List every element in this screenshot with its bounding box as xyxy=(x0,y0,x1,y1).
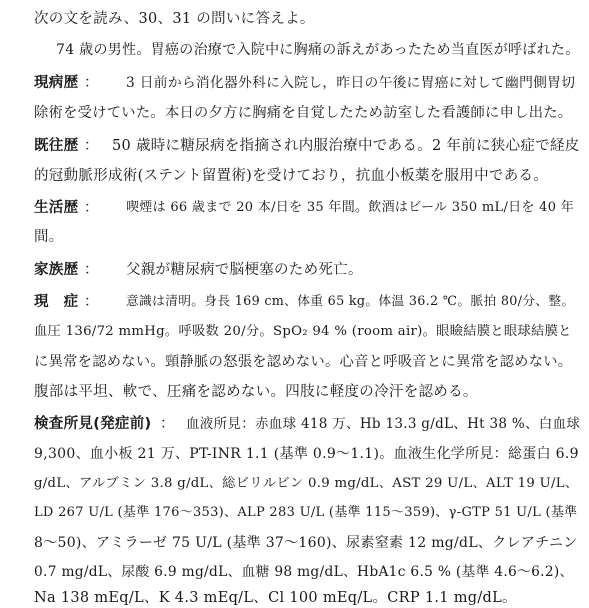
lab-findings-line-7: Na 138 mEq/L、K 4.3 mEq/L、Cl 100 mEq/L。CRP 1.1 mg/dL。 xyxy=(34,590,517,606)
family-history-line-1: 父親が糖尿病で脳梗塞のため死亡。 xyxy=(126,262,363,278)
present-status-label: 現 症 xyxy=(34,294,79,310)
lab-findings-line-1: 血液所見：赤血球 418 万、Hb 13.3 g/dL、Ht 38 %、白血球 xyxy=(186,416,581,432)
lab-findings-line-3: g/dL、アルブミン 3.8 g/dL、総ビリルビン 0.9 mg/dL、AST 29 U/L、ALT 19 U/L、 xyxy=(34,476,579,491)
past-history-line-2: 的冠動脈形成術(ステント留置術)を受けており，抗血小板薬を服用中である。 xyxy=(34,168,549,184)
lab-findings-label: 検査所見(発症前) xyxy=(34,416,152,432)
lab-findings-line-5: 8〜50)、アミラーゼ 75 U/L (基準 37〜160)、尿素窒素 12 mg/dL、クレアチニン xyxy=(34,535,578,551)
past-history-label: 既往歴 xyxy=(34,138,79,154)
social-history-colon: ： xyxy=(84,200,99,216)
present-status-line-3: に異常を認めない。頸静脈の怒張を認めない。心音と呼吸音とに異常を認めない。 xyxy=(34,354,573,370)
past-history-line-1: 50 歳時に糖尿病を指摘され内服治療中である。2 年前に狭心症で経皮 xyxy=(112,138,580,154)
present-status-line-2: 血圧 136/72 mmHg。呼吸数 20/分。SpO₂ 94 % (room air)。眼瞼結膜と眼球結膜と xyxy=(34,324,572,339)
lab-findings-line-4: LD 267 U/L (基準 176〜353)、ALP 283 U/L (基準 115〜359)、γ-GTP 51 U/L (基準 xyxy=(34,505,578,520)
lab-findings-colon: ： xyxy=(160,416,175,432)
family-history-colon: ： xyxy=(84,262,99,278)
family-history-label: 家族歴 xyxy=(34,262,79,278)
present-status-colon: ： xyxy=(84,294,99,310)
present-illness-label: 現病歴 xyxy=(34,75,79,91)
present-illness-line-1: 3 日前から消化器外科に入院し，昨日の午後に胃癌に対して幽門側胃切 xyxy=(126,75,576,91)
social-history-line-2: 間。 xyxy=(34,229,64,245)
present-status-line-1: 意識は清明。身長 169 cm、体重 65 kg。体温 36.2 ℃。脈拍 80/分、整。 xyxy=(126,294,575,309)
past-history-colon: ： xyxy=(84,138,99,154)
lab-findings-line-2: 9,300、血小板 21 万、PT-INR 1.1 (基準 0.9〜1.1)。血液生化学所見：総蛋白 6.9 xyxy=(34,446,579,462)
present-illness-line-2: 除術を受けていた。本日の夕方に胸痛を自覚したため訪室した看護師に申し出た。 xyxy=(34,105,573,121)
social-history-label: 生活歴 xyxy=(34,200,79,216)
present-status-line-4: 腹部は平坦、軟で、圧痛を認めない。四肢に軽度の冷汗を認める。 xyxy=(34,384,478,400)
question-intro: 次の文を読み、30、31 の問いに答えよ。 xyxy=(34,11,315,27)
social-history-line-1: 喫煙は 66 歳まで 20 本/日を 35 年間。飲酒はビール 350 mL/日を 40 年 xyxy=(126,200,575,215)
present-illness-colon: ： xyxy=(84,75,99,91)
case-summary: 74 歳の男性。胃癌の治療で入院中に胸痛の訴えがあったため当直医が呼ばれた。 xyxy=(56,42,580,58)
lab-findings-line-6: 0.7 mg/dL、尿酸 6.9 mg/dL、血糖 98 mg/dL、HbA1c 6.5 % (基準 4.6〜6.2)、 xyxy=(34,564,574,580)
